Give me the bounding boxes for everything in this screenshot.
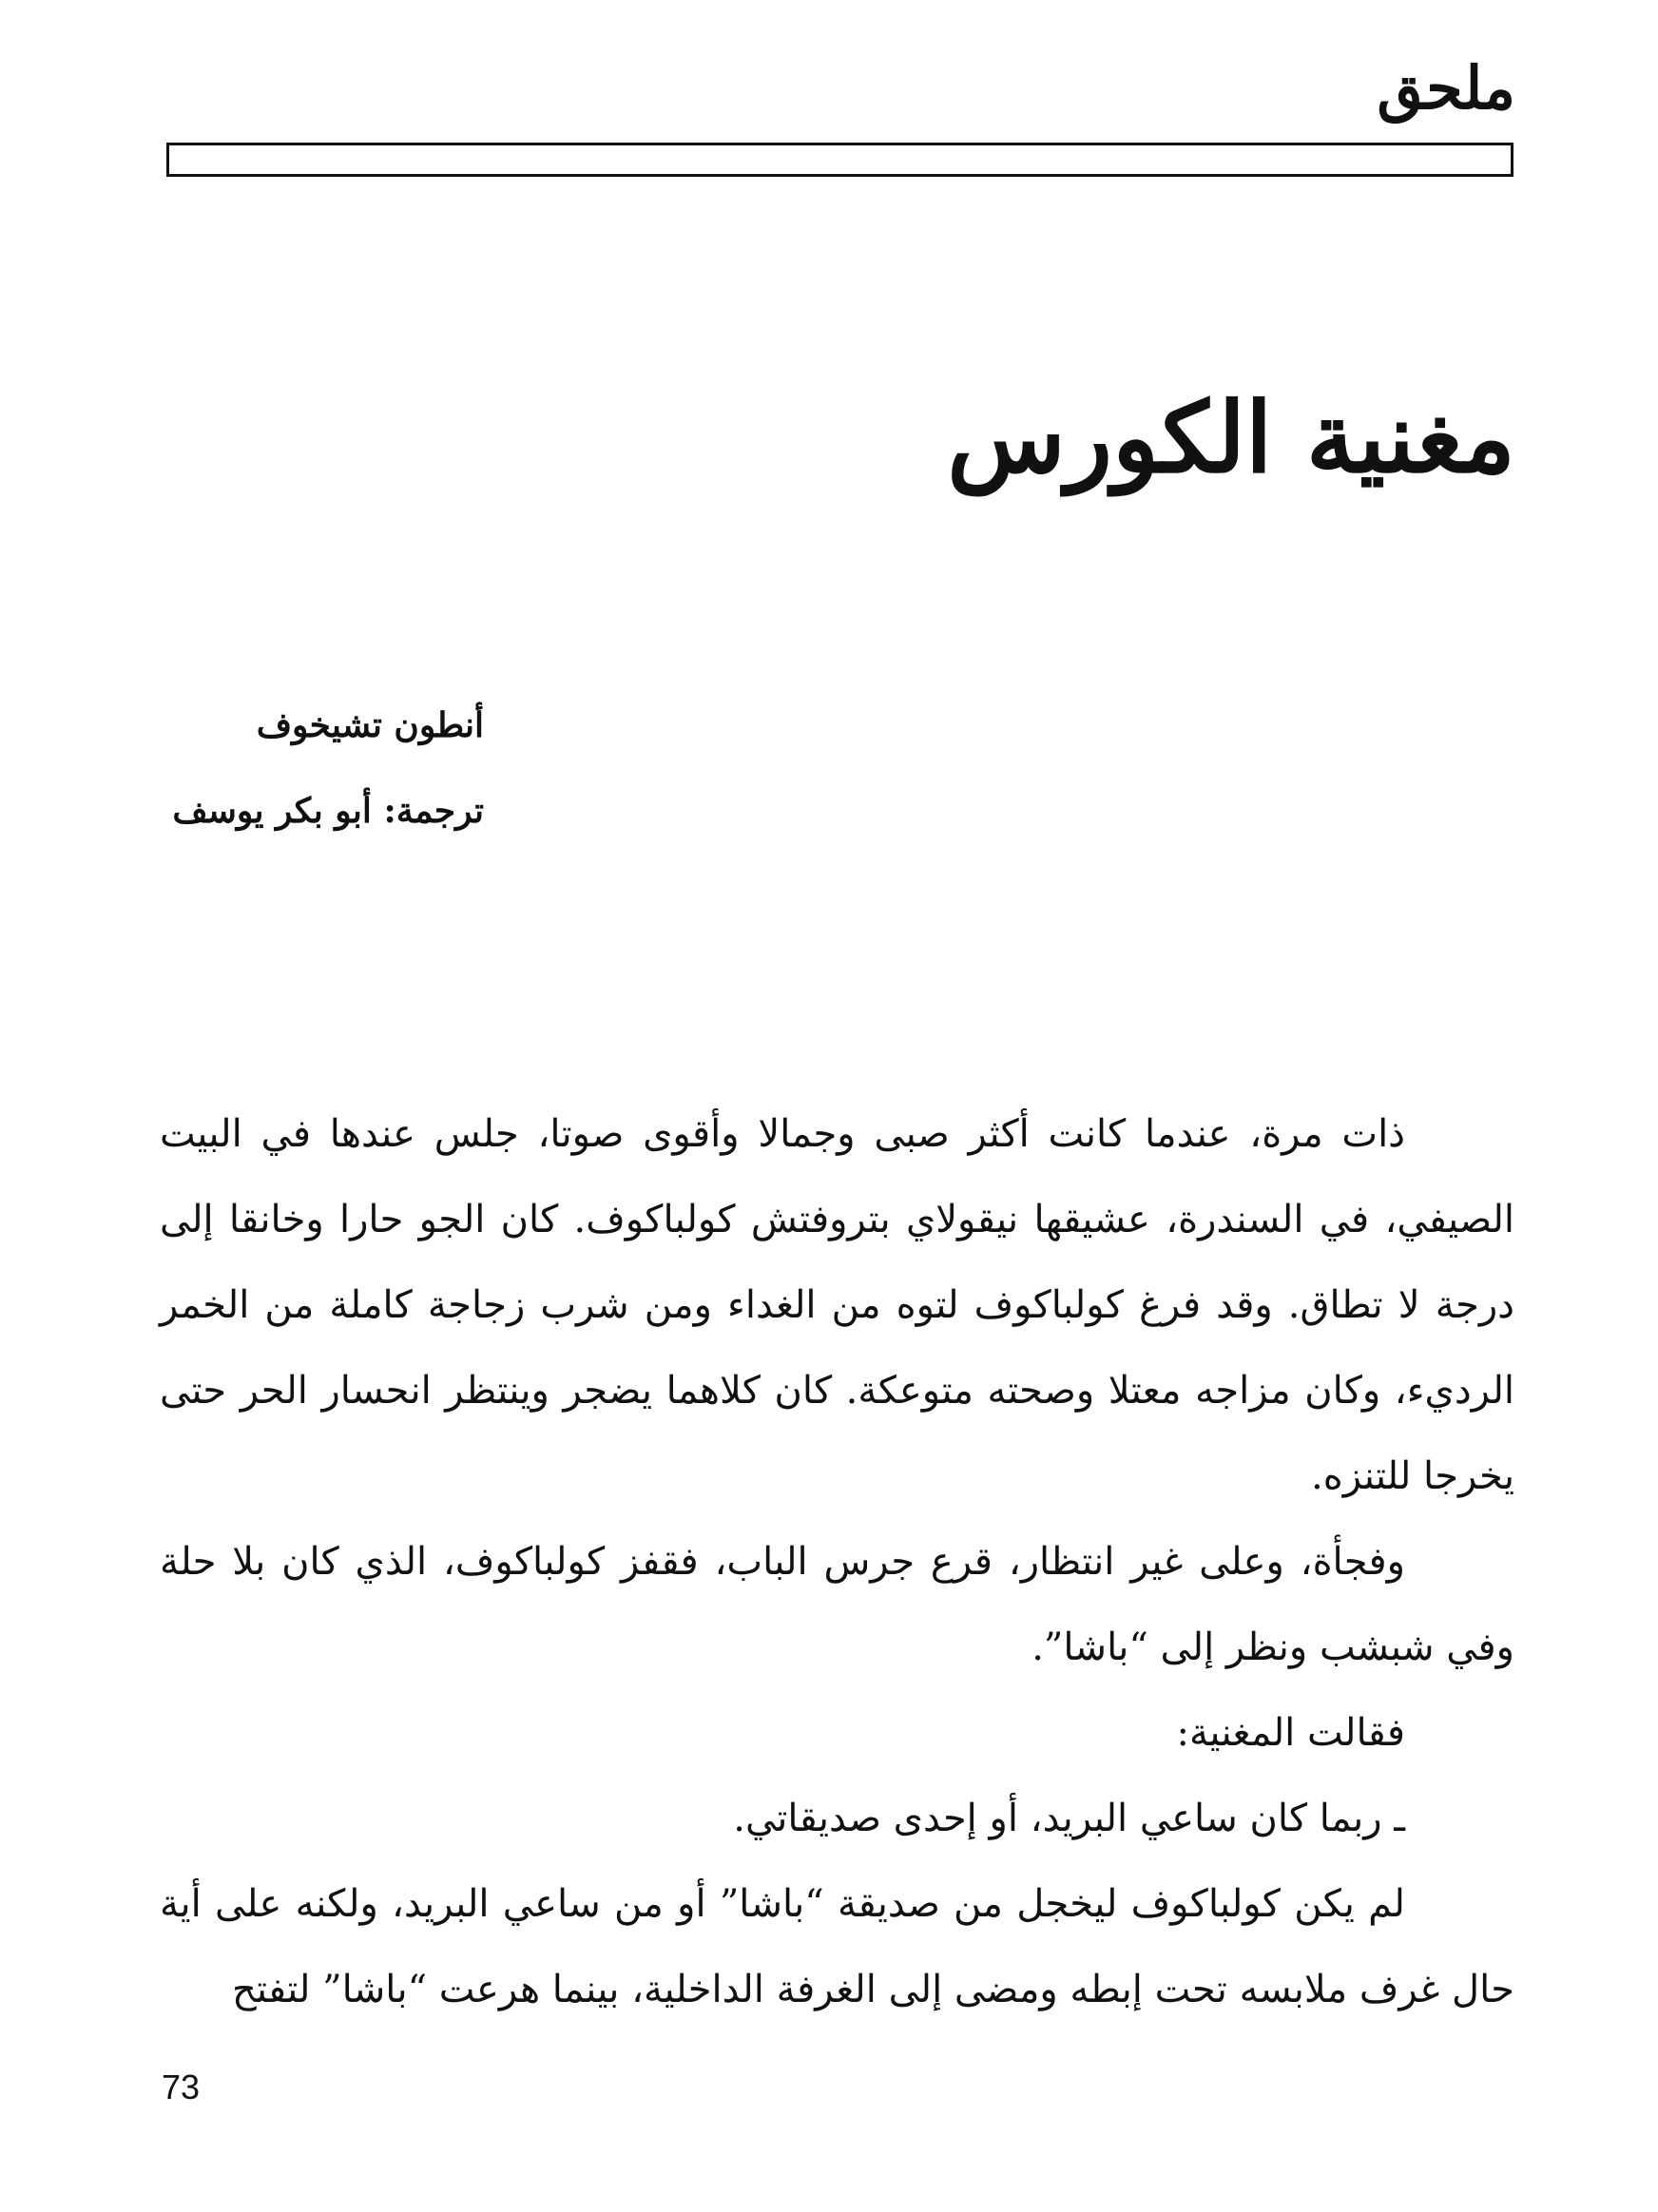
author-name: أنطون تشيخوف [256, 705, 484, 745]
story-title: مغنية الكورس [947, 381, 1515, 495]
body-paragraph: ـ ربما كان ساعي البريد، أو إحدى صديقاتي. [733, 1797, 1405, 1840]
page-number: 73 [162, 2068, 201, 2106]
story-body [160, 1091, 1514, 2032]
body-paragraph: لم يكن كولباكوف ليخجل من صديقة “باشا” أو من ساعي البريد، ولكنه على أية حال غرف ملابسه تحت إبطه ومضى إلى الغرفة الداخلية، بينما هرعت “باشا” لتفتح [160, 1882, 1514, 2011]
section-label: ملحق [1377, 53, 1515, 123]
translator-credit: ترجمة: أبو بكر يوسف [172, 791, 484, 831]
header-rule-box [166, 143, 1513, 177]
body-paragraph: ذات مرة، عندما كانت أكثر صبى وجمالا وأقوى صوتا، جلس عندها في البيت الصيفي، في السندرة، عشيقها نيقولاي بتروفتش كولباكوف. كان الجو حارا وخانقا إلى درجة لا تطاق. وقد فرغ كولباكوف لتوه من الغداء ومن شرب زجاجة كاملة من الخمر الرديء، وكان مزاجه معتلا وصحته متوعكة. كان كلاهما يضجر وينتظر انحسار الحر حتى يخرجا للتنزه. [160, 1112, 1514, 1498]
body-paragraph: فقالت المغنية: [1176, 1711, 1405, 1755]
byline [172, 683, 484, 854]
body-paragraph: وفجأة، وعلى غير انتظار، قرع جرس الباب، فقفز كولباكوف، الذي كان بلا حلة وفي شبشب ونظر إلى “باشا”. [160, 1540, 1514, 1669]
